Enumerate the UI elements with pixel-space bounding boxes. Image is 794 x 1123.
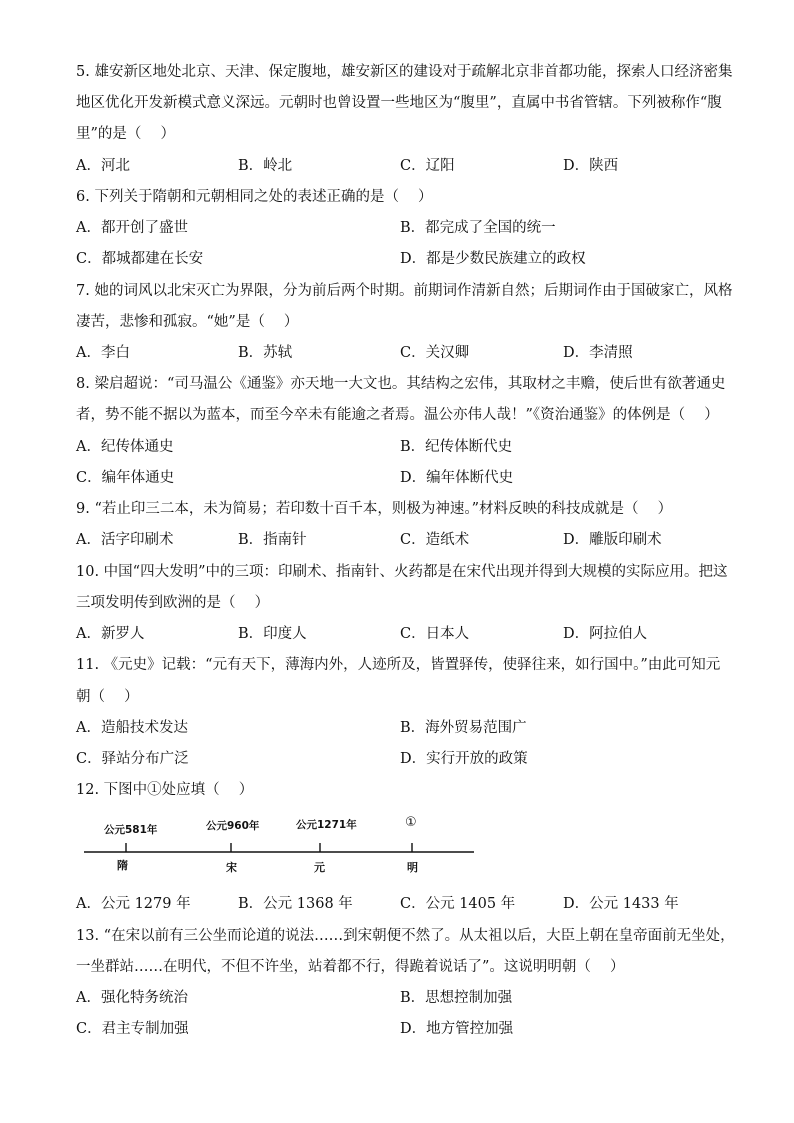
q12-option-b: B．公元 1368 年 [238, 896, 353, 912]
q9-option-c: C．造纸术 [400, 532, 470, 548]
q6-option-d: D．都是少数民族建立的政权 [400, 251, 586, 267]
q6-option-b: B．都完成了全国的统一 [400, 220, 556, 236]
q7-stem-line-2: 凄苦，悲惨和孤寂。“她”是（ ） [76, 314, 299, 330]
q9-option-a: A．活字印刷术 [76, 532, 174, 548]
q7-option-d: D．李清照 [563, 345, 633, 361]
q10-option-b: B．印度人 [238, 626, 307, 642]
q11-option-a: A．造船技术发达 [76, 720, 188, 736]
q13-option-b: B．思想控制加强 [400, 990, 513, 1006]
timeline-label-581: 公元581年 [104, 824, 158, 836]
q5-option-b: B．岭北 [238, 158, 293, 174]
q9-stem-line-1: 9. “若止印三二本，未为简易；若印数十百千本，则极为神速。”材料反映的科技成就是（ ） [76, 501, 673, 517]
q10-option-a: A．新罗人 [76, 626, 145, 642]
q12-option-d: D．公元 1433 年 [563, 896, 679, 912]
q9-option-d: D．雕版印刷术 [563, 532, 662, 548]
timeline-dynasty-yuan: 元 [314, 861, 325, 874]
q8-option-a: A．纪传体通史 [76, 439, 174, 455]
q8-stem-line-1: 8. 梁启超说：“司马温公《通鉴》亦天地一大文也。其结构之宏伟，其取材之丰赡，使后世有欲著通史 [76, 376, 726, 392]
q11-option-b: B．海外贸易范围广 [400, 720, 527, 736]
q13-option-a: A．强化特务统治 [76, 990, 188, 1006]
q11-option-d: D．实行开放的政策 [400, 751, 528, 767]
q7-option-b: B．苏轼 [238, 345, 293, 361]
q10-option-c: C．日本人 [400, 626, 470, 642]
q12-option-a: A．公元 1279 年 [76, 896, 191, 912]
q10-stem-line-1: 10. 中国“四大发明”中的三项：印刷术、指南针、火药都是在宋代出现并得到大规模的实际应用。把这 [76, 564, 728, 580]
q6-option-a: A．都开创了盛世 [76, 220, 188, 236]
q13-option-c: C．君主专制加强 [76, 1021, 189, 1037]
q8-option-b: B．纪传体断代史 [400, 439, 513, 455]
q11-stem-line-1: 11. 《元史》记载：“元有天下，薄海内外，人迹所及，皆置驿传，使驿往来，如行国中。”由此可知元 [76, 657, 721, 673]
timeline-label-960: 公元960年 [206, 820, 260, 832]
q5-stem-line-2: 地区优化开发新模式意义深远。元朝时也曾设置一些地区为“腹里”，直属中书省管辖。下列被称作“腹 [76, 95, 722, 111]
timeline-dynasty-sui: 隋 [117, 859, 128, 872]
timeline-dynasty-song: 宋 [226, 861, 237, 874]
q9-option-b: B．指南针 [238, 532, 307, 548]
q8-option-d: D．编年体断代史 [400, 470, 514, 486]
timeline-label-1271: 公元1271年 [296, 819, 357, 831]
q7-option-a: A．李白 [76, 345, 130, 361]
q7-option-c: C．关汉卿 [400, 345, 470, 361]
q13-option-d: D．地方管控加强 [400, 1021, 514, 1037]
timeline-dynasty-ming: 明 [407, 861, 418, 874]
q5-option-a: A．河北 [76, 158, 130, 174]
q5-stem-line-1: 5. 雄安新区地处北京、天津、保定腹地，雄安新区的建设对于疏解北京非首都功能，探索人口经济密集 [76, 64, 733, 80]
q11-option-c: C．驿站分布广泛 [76, 751, 189, 767]
q5-option-d: D．陕西 [563, 158, 619, 174]
q10-stem-line-2: 三项发明传到欧洲的是（ ） [76, 595, 270, 611]
timeline-label-blank: ① [405, 815, 417, 830]
q10-option-d: D．阿拉伯人 [563, 626, 648, 642]
q5-stem-line-3: 里”的是（ ） [76, 126, 176, 142]
q5-option-c: C．辽阳 [400, 158, 455, 174]
q6-stem-line-1: 6. 下列关于隋朝和元朝相同之处的表述正确的是（ ） [76, 189, 433, 205]
q8-option-c: C．编年体通史 [76, 470, 175, 486]
q7-stem-line-1: 7. 她的词风以北宋灭亡为界限，分为前后两个时期。前期词作清新自然；后期词作由于国破家亡，风格 [76, 283, 733, 299]
q12-option-c: C．公元 1405 年 [400, 896, 516, 912]
q12-stem-line-1: 12. 下图中①处应填（ ） [76, 782, 254, 798]
q11-stem-line-2: 朝（ ） [76, 689, 139, 705]
q13-stem-line-1: 13. “在宋以前有三公坐而论道的说法……到宋朝便不然了。从太祖以后，大臣上朝在皇帝面前无坐处， [76, 928, 735, 944]
q13-stem-line-2: 一坐群站……在明代，不但不许坐，站着都不行，得跪着说话了”。这说明明朝（ ） [76, 959, 625, 975]
q6-option-c: C．都城都建在长安 [76, 251, 204, 267]
q8-stem-line-2: 者，势不能不据以为蓝本，而至今卒未有能逾之者焉。温公亦伟人哉！”《资治通鉴》的体例是（ ） [76, 407, 719, 423]
